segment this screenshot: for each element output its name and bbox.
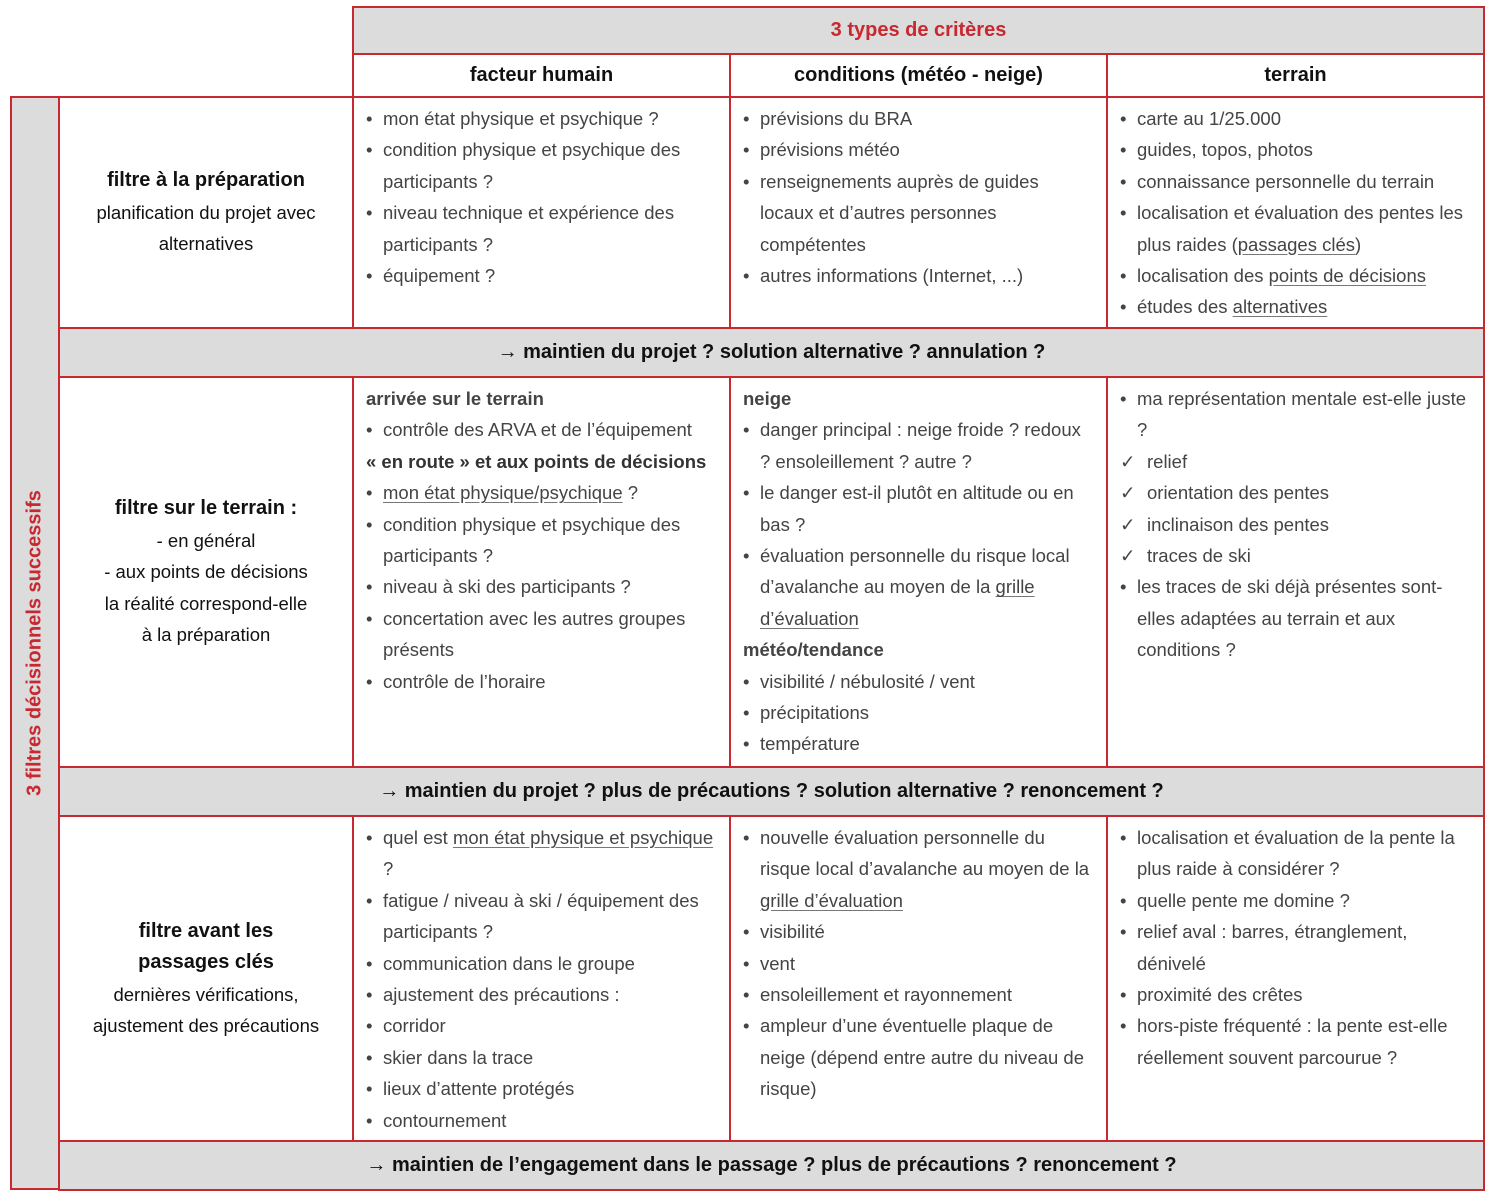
check-item <box>1120 509 1473 540</box>
filter-title: filtre à la préparation <box>107 169 305 192</box>
check-item <box>1120 477 1473 508</box>
filter-title: filtre sur le terrain : <box>114 497 298 520</box>
passages-terrain-cell <box>1106 815 1485 1142</box>
side-label: 3 filtres décisionnels successifs <box>23 490 46 796</box>
terrain-terrain-cell <box>1106 376 1485 768</box>
list-item: • les traces de ski déjà présentes sont-elles adaptées au terrain et aux conditions ? <box>1120 571 1473 665</box>
filter-preparation-label <box>58 96 354 329</box>
list-item: • vent <box>743 948 1096 979</box>
decision-band-1 <box>58 327 1485 378</box>
list-item <box>1120 197 1473 260</box>
list-item: • contrôle de l’horaire <box>366 666 719 697</box>
list-item: • prévisions du BRA <box>743 103 1096 134</box>
filter-subtitle: dernières vérifications, <box>113 983 299 1005</box>
filter-subtitle: - aux points de décisions <box>104 561 308 583</box>
section-heading: arrivée sur le terrain <box>366 388 544 409</box>
list-item: • niveau à ski des participants ? <box>366 571 719 602</box>
link-grille-evaluation[interactable]: grille d’évaluation <box>760 889 903 911</box>
filter-subtitle: ajustement des précautions <box>92 1015 320 1036</box>
list-item: • fatigue / niveau à ski / équipement des participants ? <box>366 885 719 948</box>
list-item: • niveau technique et expérience des participants ? <box>366 197 719 260</box>
list-item: • contrôle des ARVA et de l’équipement <box>366 414 719 445</box>
list-item <box>1120 260 1473 291</box>
list-item: • le danger est-il plutôt en altitude ou en bas ? <box>743 477 1096 540</box>
list-item: • visibilité / nébulosité / vent <box>743 666 1096 697</box>
list-item: • hors-piste fréquenté : la pente est-elle réellement souvent parcourue ? <box>1120 1010 1473 1073</box>
column-header-human-label: facteur humain <box>469 64 614 86</box>
text: orientation des pentes <box>1147 482 1330 504</box>
terrain-conditions-cell <box>729 376 1108 768</box>
list-item: • contournement <box>366 1105 719 1136</box>
list-item: • proximité des crêtes <box>1120 979 1473 1010</box>
decision-text: → maintien du projet ? plus de précautions ? solution alternative ? renoncement ? <box>379 780 1164 802</box>
column-header-conditions-label: conditions (météo - neige) <box>794 64 1043 86</box>
list-item <box>366 477 719 508</box>
text: localisation des <box>1137 265 1269 287</box>
list-item: • ampleur d’une éventuelle plaque de neige (dépend entre autre du niveau de risque) <box>743 1010 1096 1104</box>
preparation-conditions-cell <box>729 96 1108 329</box>
preparation-terrain-cell <box>1106 96 1485 329</box>
list-item: • prévisions météo <box>743 134 1096 165</box>
criteria-types-header <box>352 6 1485 55</box>
list-item <box>743 540 1096 634</box>
column-header-human <box>352 53 731 98</box>
list-item: • ma représentation mentale est-elle juste ? <box>1120 383 1473 446</box>
link-etat-physique[interactable]: mon état physique et psychique <box>452 827 714 848</box>
link-passages-cles[interactable]: passages clés <box>1237 233 1355 255</box>
list-item: • quelle pente me domine ? <box>1120 885 1473 916</box>
column-header-terrain-label: terrain <box>1264 64 1327 86</box>
text: évaluation personnelle du risque local d’avalanche au moyen de la <box>760 545 1070 598</box>
list-item: • connaissance personnelle du terrain <box>1120 166 1473 197</box>
decision-band-3 <box>58 1140 1485 1191</box>
list-item: • concertation avec les autres groupes présents <box>366 603 719 666</box>
text: localisation et évaluation des pentes les plus raides ( <box>1137 202 1464 255</box>
text: traces de ski <box>1147 545 1251 567</box>
link-etat-physique[interactable]: mon état physique/psychique <box>383 482 623 504</box>
check-item <box>1120 540 1473 571</box>
list-item: • skier dans la trace <box>366 1042 719 1073</box>
text: ? <box>622 482 639 504</box>
link-grille-evaluation[interactable]: grille d’évaluation <box>760 576 1035 629</box>
section-heading: neige <box>743 388 792 409</box>
filter-subtitle: alternatives <box>158 233 254 255</box>
list-item: • localisation et évaluation de la pente la plus raide à considérer ? <box>1120 822 1473 885</box>
text: ? <box>383 858 394 880</box>
link-points-decisions[interactable]: points de décisions <box>1268 265 1426 287</box>
list-item: • condition physique et psychique des participants ? <box>366 509 719 572</box>
text: études des <box>1137 296 1233 318</box>
passages-conditions-cell <box>729 815 1108 1142</box>
filter-title <box>106 916 306 979</box>
decision-text: → maintien du projet ? solution alternative ? annulation ? <box>497 341 1046 363</box>
filter-terrain-label <box>58 376 354 768</box>
list-item: • précipitations <box>743 697 1096 728</box>
list-item <box>743 822 1096 916</box>
text: nouvelle évaluation personnelle du risque local d’avalanche au moyen de la <box>760 827 1090 880</box>
filter-subtitle: planification du projet avec <box>96 201 316 223</box>
column-header-conditions <box>729 53 1108 98</box>
filter-subtitle: à la préparation <box>141 624 271 646</box>
preparation-human-cell <box>352 96 731 329</box>
list-item: • température <box>743 728 1096 759</box>
list-item: • renseignements auprès de guides locaux et d’autres personnes compétentes <box>743 166 1096 260</box>
list-item: • guides, topos, photos <box>1120 134 1473 165</box>
list-item: • ajustement des précautions : <box>366 979 719 1010</box>
filter-passages-label <box>58 815 354 1142</box>
decision-text: → maintien de l’engagement dans le passage ? plus de précautions ? renoncement ? <box>366 1154 1177 1176</box>
section-heading: « en route » et aux points de décisions <box>366 450 707 472</box>
list-item: • carte au 1/25.000 <box>1120 103 1473 134</box>
check-item <box>1120 446 1473 477</box>
column-header-terrain <box>1106 53 1485 98</box>
list-item: • visibilité <box>743 916 1096 947</box>
text: quel est <box>383 827 453 848</box>
filter-subtitle: - en général <box>156 529 256 551</box>
list-item: • mon état physique et psychique ? <box>366 103 719 134</box>
list-item: • communication dans le groupe <box>366 948 719 979</box>
list-item: • équipement ? <box>366 260 719 291</box>
side-label-box <box>10 96 60 1190</box>
passages-human-cell <box>352 815 731 1142</box>
filter-title-text: filtre avant les passages clés <box>138 919 274 973</box>
terrain-human-cell <box>352 376 731 768</box>
text: relief <box>1147 450 1188 472</box>
list-item: • corridor <box>366 1010 719 1041</box>
text: ) <box>1355 233 1362 255</box>
section-heading: météo/tendance <box>743 639 884 661</box>
list-item: • lieux d’attente protégés <box>366 1073 719 1104</box>
link-alternatives[interactable]: alternatives <box>1232 296 1328 318</box>
list-item <box>366 822 719 885</box>
list-item: • ensoleillement et rayonnement <box>743 979 1096 1010</box>
list-item: • danger principal : neige froide ? redoux ? ensoleillement ? autre ? <box>743 414 1096 477</box>
filter-subtitle: la réalité correspond-elle <box>104 592 308 614</box>
list-item: • autres informations (Internet, ...) <box>743 260 1096 291</box>
decision-band-2 <box>58 766 1485 817</box>
criteria-title: 3 types de critères <box>830 19 1007 41</box>
list-item: • relief aval : barres, étranglement, dénivelé <box>1120 916 1473 979</box>
text: inclinaison des pentes <box>1147 513 1330 535</box>
list-item <box>1120 291 1473 322</box>
list-item: • condition physique et psychique des participants ? <box>366 134 719 197</box>
